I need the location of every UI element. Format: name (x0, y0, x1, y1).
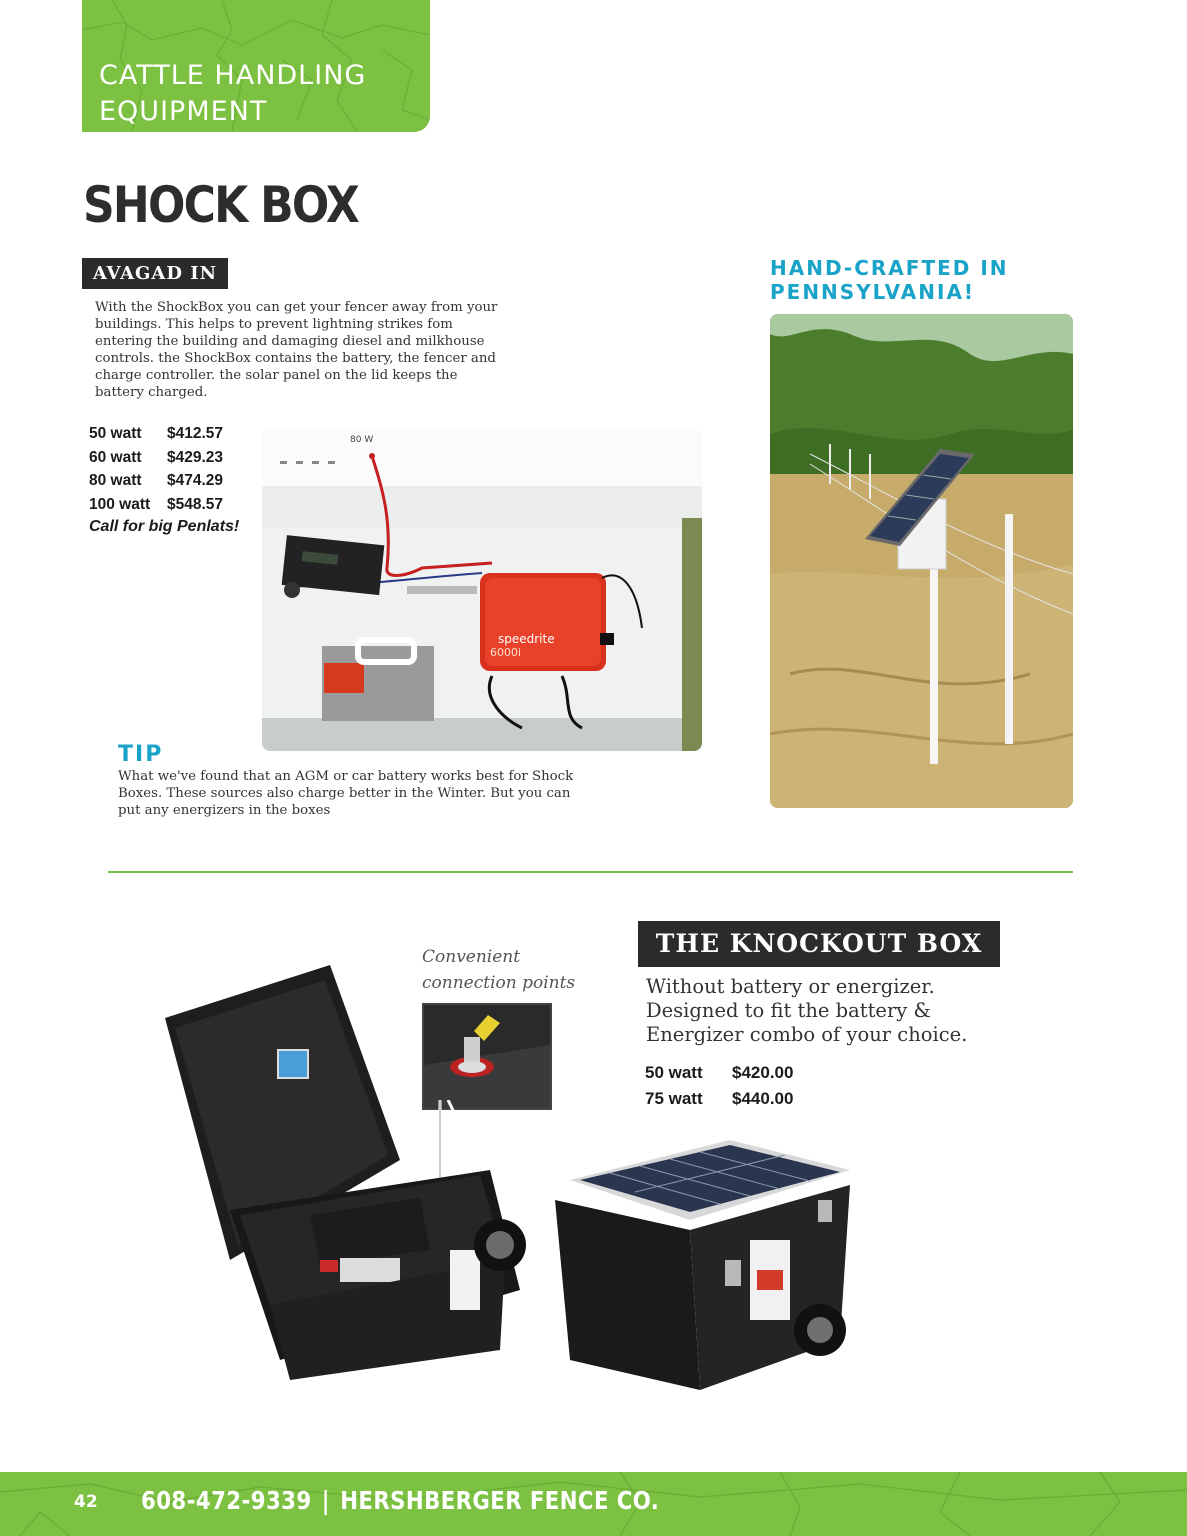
fencer-brand: speedrite (498, 632, 555, 646)
footer-separator: | (321, 1486, 330, 1515)
price-size: 75 watt (645, 1089, 703, 1108)
handcrafted-line-2: PENNSYLVANIA! (770, 280, 976, 304)
price-size: 60 watt (89, 448, 142, 466)
call-note: Call for big Penlats! (89, 518, 240, 535)
price-value: $548.57 (167, 495, 224, 513)
phone-number: 608-472-9339 (141, 1486, 312, 1515)
price-value: $412.57 (167, 425, 224, 442)
field-installation-photo (770, 314, 1073, 808)
shock-box-description: With the ShockBox you can get your fencer away from your buildings. This helps to prevent lightning strikes fom entering the building and damaging diesel and milkhouse controls. the ShockBox contains the battery, the fencer and charge controller. the solar panel on the lid keeps the battery charged. (95, 300, 498, 400)
footer-contact (141, 1486, 659, 1515)
avagad-label: AVAGAD IN (82, 258, 228, 289)
price-size: 80 watt (89, 472, 142, 489)
section-divider (108, 871, 1073, 873)
price-value: $420.00 (732, 1063, 794, 1082)
page-footer (0, 1472, 1187, 1536)
category-line-2: EQUIPMENT (99, 96, 268, 127)
page-title: SHOCK BOX (83, 176, 359, 234)
handcrafted-line-1: HAND-CRAFTED IN (770, 256, 1009, 280)
price-row (645, 1086, 793, 1112)
fencer-model: 6000i (490, 646, 522, 659)
shock-box-interior-photo (262, 428, 702, 751)
shock-box-price-list (89, 422, 239, 536)
price-value: $474.29 (167, 472, 224, 489)
price-row (645, 1060, 793, 1086)
handcrafted-heading (770, 256, 1009, 304)
callout-line-2: connection points (422, 973, 576, 993)
page-number: 42 (74, 1492, 98, 1512)
panel-wattage-label: 80 W (350, 435, 374, 445)
knockout-price-list (645, 1060, 793, 1112)
knockout-box-open-photo (160, 960, 530, 1380)
category-line-1: CATTLE HANDLING (99, 60, 367, 91)
knockout-box-description: Without battery or energizer. Designed to fit the battery & Energizer combo of your choice. (646, 975, 968, 1046)
tip-text: What we've found that an AGM or car battery works best for Shock Boxes. These sources also charge better in the Winter. But you can put any energizers in the boxes (118, 769, 574, 818)
knockout-box-closed-photo (550, 1140, 855, 1400)
category-heading (99, 58, 366, 130)
price-size: 50 watt (645, 1063, 703, 1082)
price-row (89, 469, 239, 493)
price-value: $440.00 (732, 1089, 794, 1108)
price-value: $429.23 (167, 448, 224, 466)
tip-title: TIP (118, 742, 164, 767)
price-size: 100 watt (89, 495, 151, 513)
company-name: HERSHBERGER FENCE CO. (340, 1486, 660, 1515)
price-row (89, 422, 239, 446)
callout-line-1: Convenient (422, 947, 521, 967)
price-row (89, 446, 239, 470)
knockout-box-title: THE KNOCKOUT BOX (638, 921, 1000, 967)
price-size: 50 watt (89, 425, 142, 442)
price-row (89, 493, 239, 517)
category-tab (82, 0, 430, 132)
